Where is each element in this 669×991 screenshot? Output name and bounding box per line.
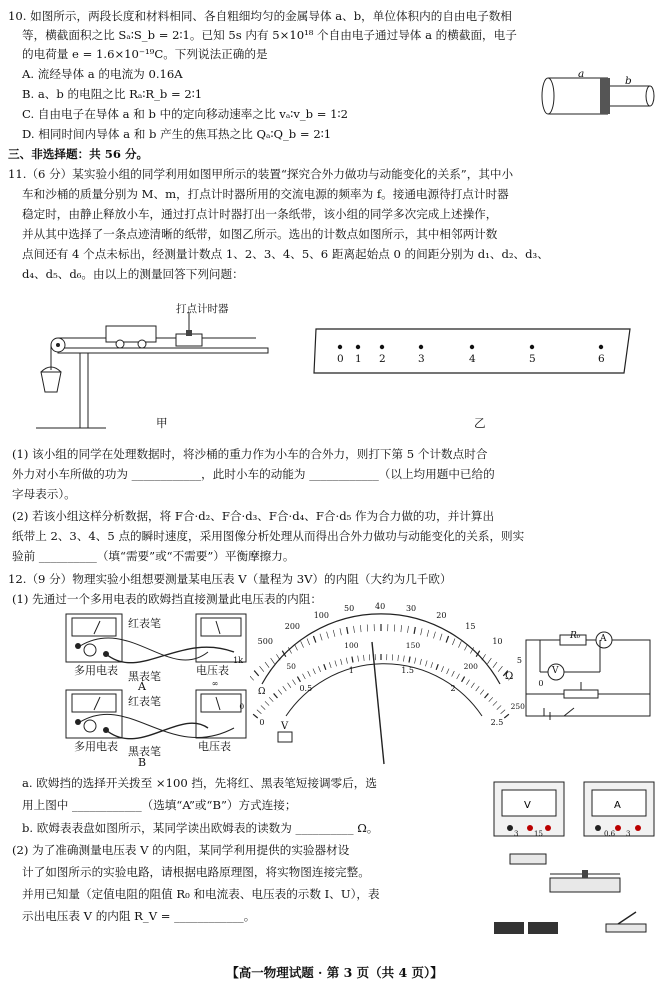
dial-ohm-scale-label: 30 [405, 604, 417, 614]
conductor-label-a: a [578, 68, 585, 80]
dial-v-mark: V [281, 721, 289, 732]
dial-tick [360, 625, 361, 632]
q11-sub2-line-1: (2) 若该小组这样分析数据，将 F合·d₂、F合·d₃、F合·d₄、F合·d₅ 作为合力做的功，并计算出 [12, 509, 495, 523]
q10-line-1: 10. 如图所示，两段长度和材料相同、各自粗细均匀的金属导体 a、b，单位体积内的自由电子数相 [8, 9, 512, 23]
tape-label-2: 2 [379, 353, 386, 365]
dial-tick [434, 632, 436, 639]
dial-tick [288, 683, 291, 688]
dial-ohm-scale-label: 50 [344, 604, 355, 614]
dial-volt-scale-label: 1.5 [401, 666, 414, 676]
circuit-ammeter-label: A [600, 634, 607, 644]
q11-sub2-line-2: 纸带上 2、3、4、5 点的瞬时速度，采用图像分析处理从而得出合外力做功与动能变化的关系，则实 [12, 529, 525, 543]
dial-tick [254, 671, 259, 676]
dial-tick [302, 674, 305, 679]
dial-mid-scale-label: 100 [344, 640, 359, 650]
tape-dot-2 [380, 345, 384, 349]
dial-tick [265, 701, 269, 705]
dial-tick [294, 644, 297, 650]
dial-tick [283, 686, 287, 691]
q10-line-2: 等，横截面积之比 Sₐ∶S_b = 2∶1。已知 5s 内有 5×10¹⁸ 个自由电子通过导体 a 的横截面，电子 [22, 28, 517, 42]
dial-ohm-scale-label: 100 [313, 611, 329, 621]
dial-mid-scale-label: 200 [463, 661, 478, 671]
tape-label-5: 5 [529, 353, 536, 365]
q10-option-a: A. 流经导体 a 的电流为 0.16A [22, 67, 183, 81]
voltmeter-tick-3: 3 [514, 830, 519, 838]
voltmeter-tick-15: 15 [534, 830, 543, 838]
dial-tick [250, 675, 254, 680]
dial-tick [427, 630, 429, 637]
q11-sub1-line-1: (1) 该小组的同学在处理数据时，将沙桶的重力作为小车的合外力，则打下第 5 个计数点时合 [12, 447, 488, 461]
dial-tick [440, 634, 442, 641]
q11-line-3: 稳定时，由静止释放小车，通过打点计时器打出一条纸带，该小组的同学多次完成上述操作， [22, 207, 498, 221]
q12-part-a-line-1: a. 欧姆挡的选择开关拨至 ×100 挡，先将红、黑表笔短接调零后，选 [22, 776, 377, 790]
dial-tick [476, 686, 480, 691]
dial-tick [301, 641, 304, 647]
dial-tick [261, 705, 265, 709]
tape-label-3: 3 [418, 353, 425, 365]
ohmmeter-dial [250, 612, 512, 770]
dial-tick [462, 677, 465, 682]
dial-omega-unit: Ω [505, 671, 514, 682]
dial-tick [398, 655, 399, 661]
q11-line-2: 车和沙桶的质量分别为 M、m，打点计时器所用的交流电源的频率为 f。接通电源待打点计时器 [22, 187, 509, 201]
tape-label-0: 0 [337, 353, 344, 365]
dial-tick [458, 641, 461, 647]
q11-line-1: 11.（6 分）某实验小组的同学利用如图甲所示的装置“探究合外力做功与动能变化的关系”，其中小 [8, 167, 514, 181]
dial-tick [253, 714, 258, 718]
dial-tick [466, 680, 469, 685]
dial-tick [464, 644, 467, 650]
dial-tick [493, 662, 497, 668]
conductor-label-b: b [625, 75, 632, 87]
ammeter-tick-0-6: 0.6 [604, 830, 616, 838]
tape-dot-1 [356, 345, 360, 349]
dial-ohm-scale-label: 1k [233, 656, 244, 666]
dial-tick [436, 664, 438, 670]
dial-tick [274, 693, 278, 698]
dial-tick [352, 657, 353, 663]
dial-tick [308, 671, 311, 676]
q12-line-2: (1) 先通过一个多用电表的欧姆挡直接测量此电压表的内阻： [12, 592, 322, 606]
dial-omega-mark: Ω [258, 687, 266, 697]
dial-tick [318, 666, 320, 672]
dial-tick [421, 628, 422, 635]
dial-ohm-scale-label: 200 [284, 622, 301, 632]
dial-tick [340, 628, 341, 635]
dial-tick [257, 710, 261, 714]
dial-tick [269, 697, 273, 701]
dial-ohm-scale-label: 0 [538, 678, 544, 688]
conductor-figure [538, 68, 660, 118]
dial-ohm-scale-label: 15 [465, 622, 476, 632]
tape-label-4: 4 [469, 353, 476, 365]
dial-tick [313, 636, 315, 643]
dial-volt-scale-label: 2.5 [490, 718, 504, 728]
q12-part-b: b. 欧姆表表盘如图所示，某同学读出欧姆表的读数为 __________ Ω。 [22, 821, 379, 835]
paper-tape-figure [312, 325, 634, 377]
dial-tick [327, 632, 329, 639]
dial-tick [276, 654, 280, 660]
dial-tick [364, 655, 365, 661]
q10-option-c: C. 自由电子在导体 a 和 b 中的定向移动速率之比 vₐ∶v_b = 1∶2 [22, 107, 348, 121]
q12-part-2-line-1: (2) 为了准确测量电压表 V 的内阻，某同学利用提供的实验器材设 [12, 843, 350, 857]
dial-tick [347, 627, 348, 634]
dial-tick [271, 658, 275, 664]
dial-tick [489, 697, 493, 701]
tape-dot-3 [419, 345, 423, 349]
red-lead-label-b: 红表笔 [128, 695, 161, 708]
timer-label: 打点计时器 [176, 303, 229, 315]
q11-line-4: 并从其中选择了一条点迹清晰的纸带，如图乙所示。选出的计数点如图所示，其中相邻两计数 [22, 227, 498, 241]
dial-tick [457, 674, 460, 679]
dial-volt-scale-label: 1 [348, 666, 354, 676]
dial-volt-scale-label: 0 [259, 718, 265, 728]
dial-tick [401, 625, 402, 632]
dial-tick [320, 634, 322, 641]
tape-dot-4 [470, 345, 474, 349]
dial-tick [297, 677, 300, 682]
dial-tick [452, 638, 455, 644]
dial-ohm-scale-label: 40 [375, 602, 386, 611]
dial-tick [493, 701, 497, 705]
dial-tick [482, 654, 486, 660]
red-lead-label-a: 红表笔 [128, 617, 161, 630]
svg-text:V: V [524, 800, 531, 811]
dial-tick [497, 705, 501, 709]
dial-tick [446, 636, 448, 643]
tape-dot-6 [599, 345, 603, 349]
voltmeter-label-a: 电压表 [196, 664, 229, 677]
dial-tick [335, 661, 337, 667]
dial-tick [452, 671, 455, 676]
q11-sub2-line-3: 验前 __________（填“需要”或“不需要”）平衡摩擦力。 [12, 549, 295, 563]
q10-option-b: B. a、b 的电阻之比 Rₐ∶R_b = 2∶1 [22, 87, 203, 101]
circuit-diagram [524, 620, 660, 720]
figure-jia-caption: 甲 [156, 416, 168, 430]
page-footer: 【高一物理试题 · 第 3 页（共 4 页）】 [226, 965, 443, 980]
black-lead-label-a: 黑表笔 [128, 670, 161, 683]
q12-part-2-line-2: 计了如图所示的实验电路，请根据电路原理图，将实物图连接完整。 [22, 865, 370, 879]
q12-part-2-line-4: 示出电压表 V 的内阻 R_V = ____________。 [22, 909, 256, 923]
dial-ohm-scale-label: 500 [257, 637, 273, 647]
dial-tick [333, 630, 335, 637]
dial-tick [278, 690, 282, 695]
q12-part-a-line-2: 用上图中 ____________（选填“A”或“B”）方式连接； [22, 798, 297, 812]
dial-tick [346, 658, 347, 664]
q11-sub1-line-3: 字母表示）。 [12, 487, 76, 501]
tape-label-6: 6 [598, 353, 605, 365]
ammeter-tick-3: 3 [626, 830, 631, 838]
dial-tick [307, 638, 310, 644]
dial-tick [471, 683, 474, 688]
voltmeter-label-b: 电压表 [198, 740, 231, 753]
q11-sub1-line-2: 外力对小车所做的功为 ____________，此时小车的动能为 ____________（以上均用题中已给的 [12, 467, 495, 481]
dial-mid-scale-label: 50 [286, 661, 296, 671]
tape-dot-5 [530, 345, 534, 349]
section-heading: 三、非选择题：共 56 分。 [8, 147, 149, 161]
svg-text:A: A [614, 800, 621, 811]
dial-tick [313, 669, 315, 674]
q11-line-5: 点间还有 4 个点未标出，经测量计数点 1、2、3、4、5、6 距离起始点 0 的间距分别为 d₁、d₂、d₃、 [22, 247, 549, 261]
circuit-r0-label: R₀ [570, 631, 581, 641]
cart-apparatus-figure [36, 300, 272, 430]
dial-tick [485, 693, 489, 698]
dial-tick [501, 710, 505, 714]
q11-line-6: d₄、d₅、d₆。由以上的测量回答下列问题： [22, 267, 244, 281]
q10-option-d: D. 相同时间内导体 a 和 b 产生的焦耳热之比 Qₐ∶Q_b = 2∶1 [22, 127, 332, 141]
dial-tick [420, 659, 421, 665]
dial-tick [408, 626, 409, 633]
config-b-label: B [138, 756, 147, 769]
dial-tick [504, 714, 509, 718]
dial-tick [409, 657, 410, 663]
tape-label-1: 1 [355, 353, 362, 365]
figure-yi-caption: 乙 [474, 416, 486, 430]
config-a-label: A [138, 680, 146, 693]
dial-ohm-scale-label: ∞ [211, 678, 219, 688]
dial-tick [425, 661, 427, 667]
dial-tick [414, 627, 415, 634]
dial-ohm-scale-label: 5 [516, 656, 522, 666]
dial-mid-scale-label: 0 [239, 701, 245, 711]
dial-tick [260, 666, 264, 671]
dial-tick [358, 656, 359, 662]
dial-tick [324, 664, 326, 670]
dial-tick [265, 662, 269, 668]
dial-ohm-scale-label: 10 [492, 637, 503, 647]
dial-tick [403, 656, 404, 662]
dial-ohm-scale-label: 20 [436, 611, 447, 621]
tape-dot-0 [338, 345, 342, 349]
circuit-voltmeter-label: V [552, 666, 559, 676]
equipment-illustration [490, 776, 660, 944]
dial-tick [341, 659, 342, 665]
dial-volt-scale-label: 2 [450, 684, 456, 694]
dial-tick [329, 662, 331, 668]
dial-tick [431, 662, 433, 668]
dial-tick [441, 666, 443, 672]
dial-tick [480, 690, 484, 695]
dial-tick [487, 658, 491, 664]
dial-tick [292, 680, 295, 685]
multimeter-label-a: 多用电表 [74, 664, 118, 677]
multimeter-label-b: 多用电表 [74, 740, 118, 753]
dial-tick [354, 626, 355, 633]
dial-tick [415, 658, 416, 664]
dial-mid-scale-label: 250 [510, 701, 525, 711]
black-lead-label-b: 黑表笔 [128, 745, 161, 758]
dial-tick [498, 666, 502, 671]
dial-volt-scale-label: 0.5 [299, 684, 313, 694]
q12-part-2-line-3: 并用已知量（定值电阻的阻值 R₀ 和电流表、电压表的示数 I、U），表 [22, 887, 380, 901]
q10-line-3: 的电荷量 e = 1.6×10⁻¹⁹C。下列说法正确的是 [22, 47, 268, 61]
dial-tick [447, 669, 449, 674]
dial-mid-scale-label: 150 [405, 640, 421, 650]
q12-line-1: 12.（9 分）物理实验小组想要测量某电压表 V（量程为 3V）的内阻（大约为几千欧） [8, 572, 452, 586]
